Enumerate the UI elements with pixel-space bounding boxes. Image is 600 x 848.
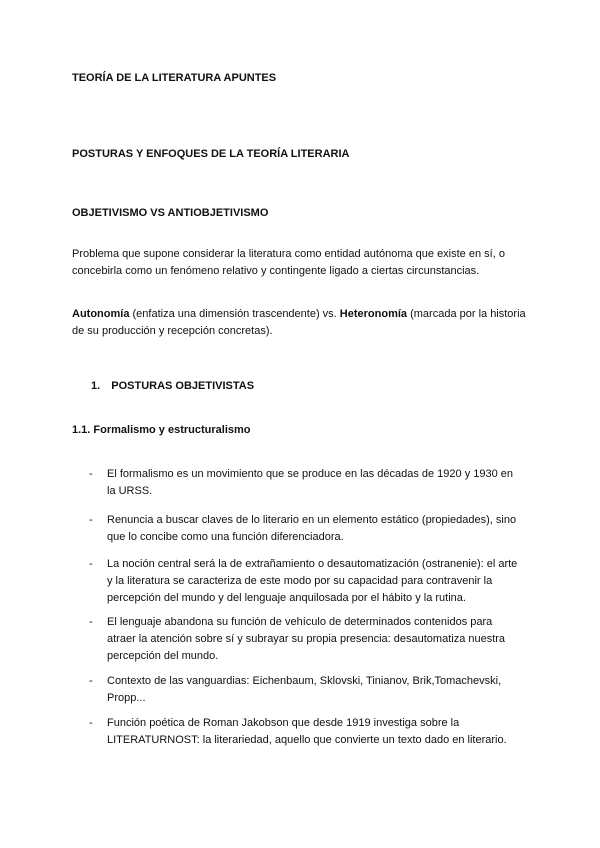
bullet-marker: - xyxy=(89,717,93,729)
document-title: TEORÍA DE LA LITERATURA APUNTES xyxy=(72,72,277,84)
list-item xyxy=(91,715,521,749)
autonomy-term: Autonomía xyxy=(72,308,130,320)
list-item xyxy=(91,673,521,707)
list-item-text: El lenguaje abandona su función de vehículo de determinados contenidos para atraer la atención sobre sí y subrayar su propia presencia: desautomatiza nuestra percepción del mundo. xyxy=(107,616,506,662)
list-item-text: Renuncia a buscar claves de lo literario en un elemento estático (propiedades), sino que lo concibe como una función diferenciadora. xyxy=(107,514,517,543)
heteronomy-description: (marcada por la historia de su producción y recepción concretas). xyxy=(72,308,526,337)
list-item-text: La noción central será la de extrañamiento o desautomatización (ostranenie): el arte y la literatura se caracteriza de este modo por su capacidad para contravenir la percepción del mundo y del lenguaje anquilosada por el hábito y la rutina. xyxy=(107,558,518,604)
list-item-text: El formalismo es un movimiento que se produce en las décadas de 1920 y 1930 en la URSS. xyxy=(107,468,514,497)
list-item xyxy=(91,512,521,546)
list-item-text: Función poética de Roman Jakobson que desde 1919 investiga sobre la LITERATURNOST: la literariedad, aquello que convierte un texto dado en literario. xyxy=(107,717,507,746)
numbered-heading-text: POSTURAS OBJETIVISTAS xyxy=(111,380,255,392)
list-item-text: Contexto de las vanguardias: Eichenbaum, Sklovski, Tinianov, Brik,Tomachevski, Propp... xyxy=(107,675,502,704)
intro-paragraph: Problema que supone considerar la literatura como entidad autónoma que existe en sí, o concebirla como un fenómeno relativo y contingente ligado a ciertas circunstancias. xyxy=(72,248,505,277)
section-heading: POSTURAS Y ENFOQUES DE LA TEORÍA LITERARIA xyxy=(72,148,350,160)
numbered-heading-number: 1. xyxy=(91,380,101,392)
list-item xyxy=(91,556,521,607)
list-item xyxy=(91,614,521,665)
autonomy-paragraph xyxy=(72,306,532,340)
subsection-heading: OBJETIVISMO VS ANTIOBJETIVISMO xyxy=(72,207,269,219)
numbered-heading xyxy=(91,380,254,392)
list-item xyxy=(91,466,521,500)
bullet-marker: - xyxy=(89,558,93,570)
sub-heading: 1.1. Formalismo y estructuralismo xyxy=(72,424,251,436)
bullet-marker: - xyxy=(89,468,93,480)
autonomy-description: (enfatiza una dimensión trascendente) vs. xyxy=(129,308,340,320)
heteronomy-term: Heteronomía xyxy=(339,308,408,320)
bullet-marker: - xyxy=(89,675,93,687)
bullet-marker: - xyxy=(89,514,93,526)
bullet-marker: - xyxy=(89,616,93,628)
